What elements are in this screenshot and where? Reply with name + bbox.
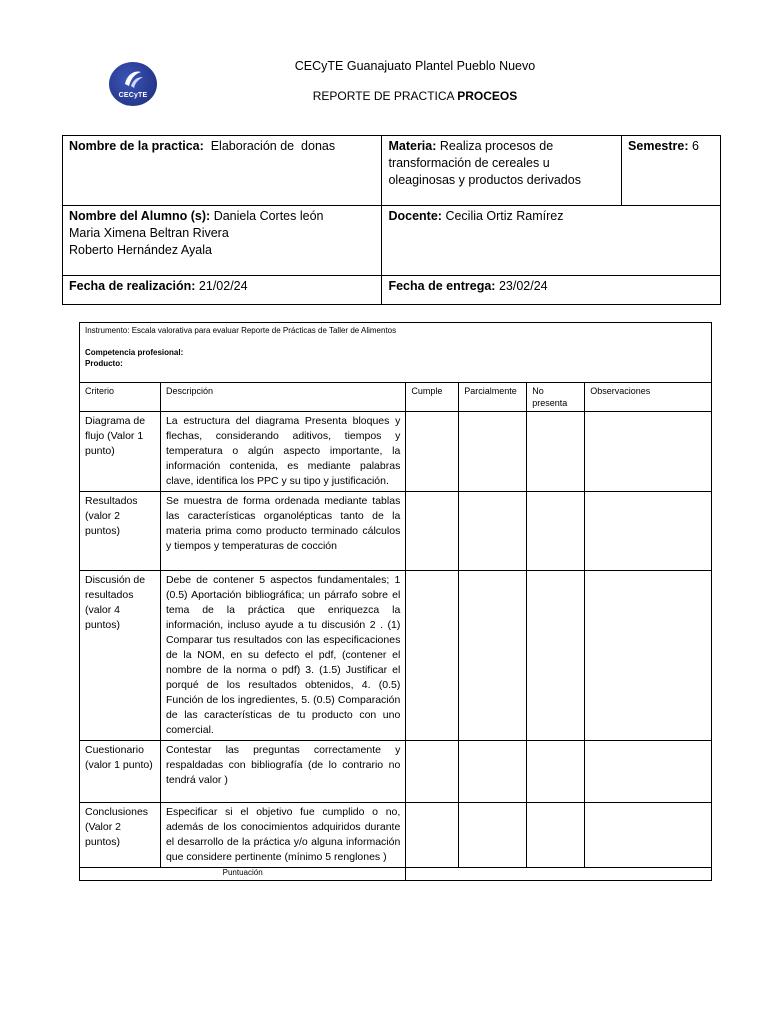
criterion-cell: Cuestionario (valor 1 punto) [80,741,161,803]
practice-name-label: Nombre de la practica: [69,139,204,153]
partial-cell [459,741,527,803]
practice-name-value: Elaboración de donas [210,139,336,153]
criterion-cell: Discusión de resultados (valor 4 puntos) [80,571,161,741]
student-3: Roberto Hernández Ayala [69,243,212,257]
col-observations: Observaciones [585,383,712,412]
practice-name-cell [63,136,382,206]
logo-mark-icon [121,68,145,90]
description-cell: Especificar si el objetivo fue cumplido o no, además de los conocimientos adquiridos durante el desarrollo de la práctica y/o alguna información que considere pertinente (mínimo 5 renglones ) [160,803,405,868]
students-cell [63,206,382,276]
observations-cell [585,803,712,868]
col-partial: Parcialmente [459,383,527,412]
not-present-cell [527,412,585,492]
teacher-label: Docente: [388,209,442,223]
meets-cell [406,803,459,868]
date-due-cell [382,276,721,305]
not-present-cell [527,741,585,803]
rubric-row [80,492,712,571]
subject-value: Realiza procesos de transformación de cereales u oleaginosas y productos derivados [388,139,581,187]
institution-title: CECyTE Guanajuato Plantel Pueblo Nuevo [294,59,536,73]
date-done-label: Fecha de realización: [69,279,196,293]
date-due-value: 23/02/24 [498,279,548,293]
observations-cell [585,571,712,741]
not-present-cell [527,803,585,868]
partial-cell [459,803,527,868]
observations-cell [585,412,712,492]
criterion-cell: Conclusiones (Valor 2 puntos) [80,803,161,868]
col-description: Descripción [160,383,405,412]
date-done-value: 21/02/24 [198,279,248,293]
meets-cell [406,741,459,803]
meets-cell [406,571,459,741]
col-not-present: No presenta [527,383,585,412]
description-cell: Se muestra de forma ordenada mediante tablas las características organolépticas tanto de la materia prima como producto terminado cálculos y tiempos y temperaturas de cocción [160,492,405,571]
rubric-row [80,803,712,868]
description-cell: Debe de contener 5 aspectos fundamentales; 1 (0.5) Aportación bibliográfica; un párrafo sobre el tema de la práctica que enriquezca la información, incluso ayude a tu discusión 2 . (1) Comparar tus resultados con las especificaciones de la NOM, en su defecto el pdf, (contener el nombre de la norma o pdf) 3. (1.5) Justificar el porqué de los resultados obtenidos, 4. (0.5) Función de los ingredientes, 5. (0.5) Comparación de las características de tu producto con uno comercial. [160,571,405,741]
partial-cell [459,571,527,741]
cecyte-logo [109,62,157,106]
observations-cell [585,741,712,803]
logo-text: CECyTE [118,92,148,99]
rubric-header-cell [80,323,712,383]
teacher-value: Cecilia Ortiz Ramírez [445,209,564,223]
total-label: Puntuación [80,868,406,881]
meets-cell [406,492,459,571]
description-cell: La estructura del diagrama Presenta bloques y flechas, considerando aditivos, tiempos y temperatura o algún aspecto importante, la información contenida, es mediante palabras clave, identifica los PPC y su tipo y justificación. [160,412,405,492]
date-done-cell [63,276,382,305]
col-criterion: Criterio [80,383,161,412]
practice-info-table [62,135,721,305]
report-title [230,89,600,103]
student-1: Daniela Cortes león [213,209,324,223]
not-present-cell [527,492,585,571]
not-present-cell [527,571,585,741]
students-label: Nombre del Alumno (s): [69,209,211,223]
rubric-table [79,322,712,881]
criterion-cell: Diagrama de flujo (Valor 1 punto) [80,412,161,492]
report-title-bold: PROCEOS [457,89,518,103]
semester-value: 6 [691,139,699,153]
instrument-text: Instrumento: Escala valorativa para evaluar Reporte de Prácticas de Taller de Alimentos [85,326,397,335]
semester-cell [622,136,721,206]
partial-cell [459,412,527,492]
report-title-prefix: REPORTE DE PRACTICA [312,89,454,103]
description-cell: Contestar las preguntas correctamente y respaldadas con bibliografía (de lo contrario no tendrá valor ) [160,741,405,803]
col-meets: Cumple [406,383,459,412]
total-row [80,868,712,881]
meets-cell [406,412,459,492]
observations-cell [585,492,712,571]
rubric-row [80,741,712,803]
semester-label: Semestre: [628,139,689,153]
competence-label: Competencia profesional: [85,348,184,357]
partial-cell [459,492,527,571]
criterion-cell: Resultados (valor 2 puntos) [80,492,161,571]
subject-cell [382,136,622,206]
total-value-cell [406,868,712,881]
student-2: Maria Ximena Beltran Rivera [69,226,229,240]
rubric-row [80,571,712,741]
rubric-row [80,412,712,492]
date-due-label: Fecha de entrega: [388,279,496,293]
product-label: Producto: [85,359,123,368]
teacher-cell [382,206,721,276]
rubric-column-headers [80,383,712,412]
subject-label: Materia: [388,139,437,153]
